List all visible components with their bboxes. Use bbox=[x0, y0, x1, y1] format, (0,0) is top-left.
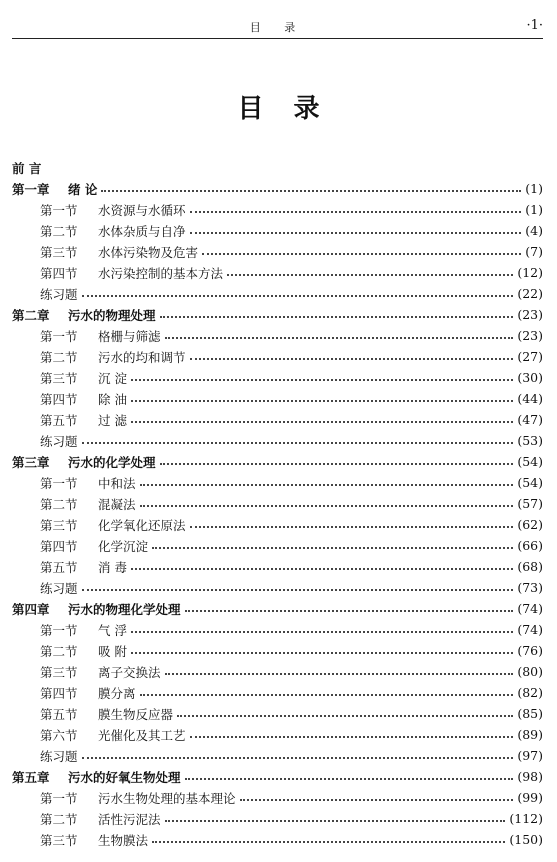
section-title: 化学沉淀 bbox=[98, 538, 149, 554]
dot-leader bbox=[240, 799, 514, 801]
section-page: (30) bbox=[517, 370, 543, 385]
running-header bbox=[12, 18, 543, 39]
dot-leader bbox=[202, 253, 521, 255]
toc-section-entry[interactable] bbox=[12, 535, 543, 556]
section-number: 第三节 bbox=[40, 244, 78, 260]
dot-leader bbox=[160, 463, 514, 465]
section-page: (27) bbox=[517, 349, 543, 364]
chapter-page: (74) bbox=[517, 601, 543, 616]
toc-preface[interactable] bbox=[12, 157, 543, 178]
section-page: (99) bbox=[517, 790, 543, 805]
toc-exercise-entry[interactable] bbox=[12, 283, 543, 304]
dot-leader bbox=[131, 379, 513, 381]
dot-leader bbox=[177, 715, 513, 717]
exercise-page: (97) bbox=[517, 748, 543, 763]
section-number: 第四节 bbox=[40, 538, 78, 554]
section-title: 污水生物处理的基本理论 bbox=[98, 790, 236, 806]
section-page: (66) bbox=[517, 538, 543, 553]
dot-leader bbox=[185, 778, 514, 780]
dot-leader bbox=[185, 610, 514, 612]
exercise-page: (22) bbox=[517, 286, 543, 301]
section-number: 第四节 bbox=[40, 391, 78, 407]
section-page: (80) bbox=[517, 664, 543, 679]
toc-section-entry[interactable] bbox=[12, 808, 543, 829]
toc-chapter-entry[interactable] bbox=[12, 766, 543, 787]
chapter-number: 第三章 bbox=[12, 454, 50, 470]
toc-exercise-entry[interactable] bbox=[12, 430, 543, 451]
section-title: 除 油 bbox=[98, 391, 127, 407]
running-header-title: 目 录 bbox=[249, 21, 306, 34]
section-number: 第二节 bbox=[40, 349, 78, 365]
toc-section-entry[interactable] bbox=[12, 787, 543, 808]
dot-leader bbox=[101, 190, 521, 192]
section-number: 第五节 bbox=[40, 559, 78, 575]
section-title: 活性污泥法 bbox=[98, 811, 161, 827]
section-title: 消 毒 bbox=[98, 559, 127, 575]
section-page: (85) bbox=[517, 706, 543, 721]
chapter-title: 污水的好氧生物处理 bbox=[68, 769, 181, 785]
section-page: (150) bbox=[509, 832, 543, 847]
dot-leader bbox=[82, 442, 514, 444]
dot-leader bbox=[82, 589, 514, 591]
dot-leader bbox=[131, 421, 513, 423]
page-number: ·1· bbox=[526, 18, 543, 33]
dot-leader bbox=[131, 568, 513, 570]
toc-section-entry[interactable] bbox=[12, 199, 543, 220]
toc-section-entry[interactable] bbox=[12, 346, 543, 367]
section-number: 第三节 bbox=[40, 370, 78, 386]
section-number: 第二节 bbox=[40, 643, 78, 659]
section-title: 格栅与筛滤 bbox=[98, 328, 161, 344]
section-number: 第一节 bbox=[40, 475, 78, 491]
dot-leader bbox=[131, 631, 513, 633]
dot-leader bbox=[190, 526, 514, 528]
section-page: (7) bbox=[525, 244, 543, 259]
exercise-page: (53) bbox=[517, 433, 543, 448]
dot-leader bbox=[140, 484, 514, 486]
page-title: 目录 bbox=[237, 94, 350, 124]
chapter-number: 第四章 bbox=[12, 601, 50, 617]
exercise-title: 练习题 bbox=[40, 286, 78, 302]
dot-leader bbox=[227, 274, 513, 276]
section-page: (44) bbox=[517, 391, 543, 406]
toc-section-entry[interactable] bbox=[12, 640, 543, 661]
section-title: 过 滤 bbox=[98, 412, 127, 428]
section-number: 第三节 bbox=[40, 832, 78, 848]
section-page: (1) bbox=[525, 202, 543, 217]
dot-leader bbox=[152, 547, 513, 549]
toc-chapter-entry[interactable] bbox=[12, 451, 543, 472]
chapter-title: 绪 论 bbox=[68, 181, 98, 197]
toc-section-entry[interactable] bbox=[12, 241, 543, 262]
section-page: (74) bbox=[517, 622, 543, 637]
dot-leader bbox=[82, 295, 514, 297]
section-page: (23) bbox=[517, 328, 543, 343]
section-title: 沉 淀 bbox=[98, 370, 127, 386]
chapter-page: (54) bbox=[517, 454, 543, 469]
dot-leader bbox=[131, 652, 513, 654]
chapter-number: 第一章 bbox=[12, 181, 50, 197]
toc-exercise-entry[interactable] bbox=[12, 745, 543, 766]
section-page: (112) bbox=[509, 811, 543, 826]
toc-section-entry[interactable] bbox=[12, 703, 543, 724]
toc-section-entry[interactable] bbox=[12, 556, 543, 577]
section-number: 第二节 bbox=[40, 496, 78, 512]
dot-leader bbox=[190, 736, 514, 738]
section-number: 第一节 bbox=[40, 328, 78, 344]
toc-section-entry[interactable] bbox=[12, 325, 543, 346]
section-page: (89) bbox=[517, 727, 543, 742]
section-number: 第二节 bbox=[40, 811, 78, 827]
section-number: 第一节 bbox=[40, 202, 78, 218]
exercise-title: 练习题 bbox=[40, 433, 78, 449]
toc-section-entry[interactable] bbox=[12, 682, 543, 703]
section-number: 第四节 bbox=[40, 685, 78, 701]
section-title: 污水的均和调节 bbox=[98, 349, 186, 365]
section-title: 水污染控制的基本方法 bbox=[98, 265, 224, 281]
toc-section-entry[interactable] bbox=[12, 409, 543, 430]
toc-chapter-entry[interactable] bbox=[12, 304, 543, 325]
toc-section-entry[interactable] bbox=[12, 472, 543, 493]
dot-leader bbox=[165, 820, 506, 822]
section-page: (62) bbox=[517, 517, 543, 532]
section-number: 第三节 bbox=[40, 664, 78, 680]
toc-section-entry[interactable] bbox=[12, 388, 543, 409]
section-number: 第一节 bbox=[40, 790, 78, 806]
section-page: (47) bbox=[517, 412, 543, 427]
chapter-title: 污水的物理处理 bbox=[68, 307, 156, 323]
section-title: 中和法 bbox=[98, 475, 136, 491]
section-title: 气 浮 bbox=[98, 622, 127, 638]
section-number: 第五节 bbox=[40, 412, 78, 428]
toc-section-entry[interactable] bbox=[12, 829, 543, 850]
section-title: 化学氧化还原法 bbox=[98, 517, 186, 533]
dot-leader bbox=[82, 757, 514, 759]
section-number: 第二节 bbox=[40, 223, 78, 239]
section-title: 膜分离 bbox=[98, 685, 136, 701]
exercise-page: (73) bbox=[517, 580, 543, 595]
dot-leader bbox=[190, 232, 522, 234]
dot-leader bbox=[140, 694, 514, 696]
section-title: 水体杂质与自净 bbox=[98, 223, 186, 239]
section-page: (54) bbox=[517, 475, 543, 490]
section-number: 第五节 bbox=[40, 706, 78, 722]
dot-leader bbox=[165, 673, 514, 675]
toc-section-entry[interactable] bbox=[12, 262, 543, 283]
chapter-title: 污水的化学处理 bbox=[68, 454, 156, 470]
section-number: 第四节 bbox=[40, 265, 78, 281]
section-title: 吸 附 bbox=[98, 643, 127, 659]
dot-leader bbox=[140, 505, 514, 507]
section-title: 水体污染物及危害 bbox=[98, 244, 199, 260]
toc-chapter-entry[interactable] bbox=[12, 598, 543, 619]
section-page: (82) bbox=[517, 685, 543, 700]
section-title: 混凝法 bbox=[98, 496, 136, 512]
section-title: 生物膜法 bbox=[98, 832, 149, 848]
section-title: 光催化及其工艺 bbox=[98, 727, 186, 743]
section-title: 离子交换法 bbox=[98, 664, 161, 680]
section-title: 膜生物反应器 bbox=[98, 706, 174, 722]
toc-section-entry[interactable] bbox=[12, 220, 543, 241]
toc-section-entry[interactable] bbox=[12, 514, 543, 535]
section-page: (4) bbox=[525, 223, 543, 238]
chapter-number: 第五章 bbox=[12, 769, 50, 785]
dot-leader bbox=[190, 358, 514, 360]
section-number: 第六节 bbox=[40, 727, 78, 743]
section-page: (76) bbox=[517, 643, 543, 658]
section-page: (57) bbox=[517, 496, 543, 511]
dot-leader bbox=[152, 841, 505, 843]
section-page: (68) bbox=[517, 559, 543, 574]
toc-section-entry[interactable] bbox=[12, 724, 543, 745]
toc-exercise-entry[interactable] bbox=[12, 577, 543, 598]
preface-label: 前 言 bbox=[12, 160, 42, 176]
toc-section-entry[interactable] bbox=[12, 661, 543, 682]
toc-section-entry[interactable] bbox=[12, 619, 543, 640]
chapter-number: 第二章 bbox=[12, 307, 50, 323]
chapter-page: (1) bbox=[525, 181, 543, 196]
toc-chapter-entry[interactable] bbox=[12, 178, 543, 199]
section-number: 第一节 bbox=[40, 622, 78, 638]
toc-section-entry[interactable] bbox=[12, 493, 543, 514]
dot-leader bbox=[190, 211, 522, 213]
chapter-page: (98) bbox=[517, 769, 543, 784]
section-title: 水资源与水循环 bbox=[98, 202, 186, 218]
chapter-title: 污水的物理化学处理 bbox=[68, 601, 181, 617]
section-page: (12) bbox=[517, 265, 543, 280]
dot-leader bbox=[160, 316, 514, 318]
dot-leader bbox=[165, 337, 514, 339]
exercise-title: 练习题 bbox=[40, 748, 78, 764]
exercise-title: 练习题 bbox=[40, 580, 78, 596]
chapter-page: (23) bbox=[517, 307, 543, 322]
table-of-contents bbox=[12, 157, 543, 850]
dot-leader bbox=[131, 400, 513, 402]
toc-section-entry[interactable] bbox=[12, 367, 543, 388]
section-number: 第三节 bbox=[40, 517, 78, 533]
